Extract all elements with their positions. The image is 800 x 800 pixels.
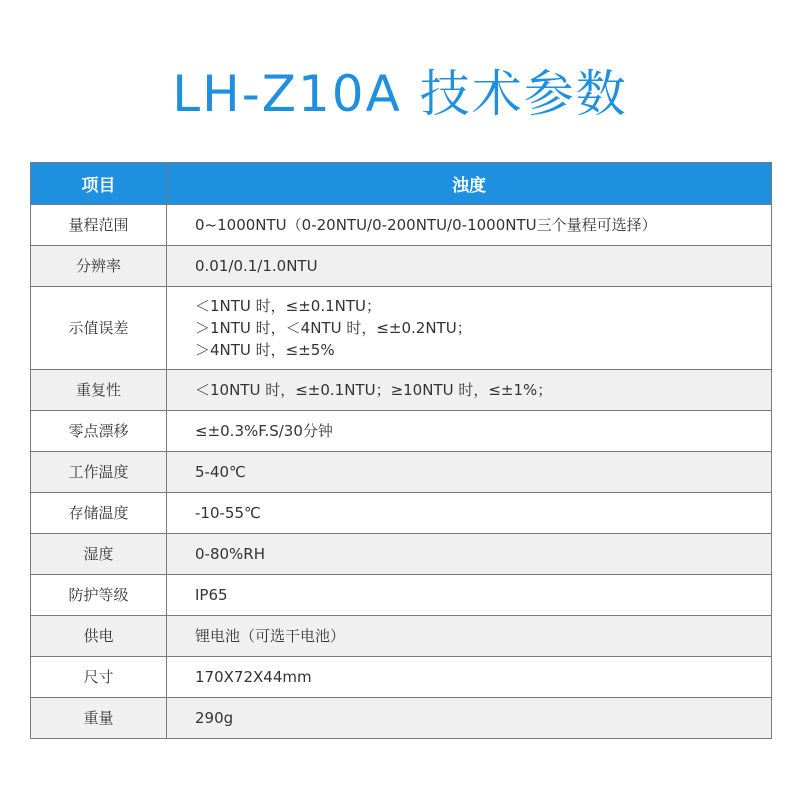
row-label: 湿度 [31, 534, 167, 575]
row-value [167, 698, 772, 739]
table-row [31, 657, 772, 698]
row-value-line: ＜10NTU 时，≤±0.1NTU；≥10NTU 时，≤±1%； [195, 381, 553, 399]
spec-table [30, 162, 772, 739]
row-value-line: 170X72X44mm [195, 668, 312, 686]
row-label: 分辨率 [31, 246, 167, 287]
table-row [31, 493, 772, 534]
row-label: 重复性 [31, 370, 167, 411]
row-value-line: 0-80%RH [195, 545, 265, 563]
row-value [167, 616, 772, 657]
row-value [167, 575, 772, 616]
row-value-line: 0~1000NTU（0-20NTU/0-200NTU/0-1000NTU三个量程可选择） [195, 216, 657, 234]
table-row [31, 246, 772, 287]
row-value-line: 锂电池（可选干电池） [195, 627, 346, 645]
table-row [31, 452, 772, 493]
row-value [167, 493, 772, 534]
row-value-line: ＞1NTU 时，＜4NTU 时，≤±0.2NTU； [195, 319, 472, 337]
row-value [167, 657, 772, 698]
row-value [167, 246, 772, 287]
header-param: 项目 [31, 163, 167, 205]
row-label: 尺寸 [31, 657, 167, 698]
row-label: 防护等级 [31, 575, 167, 616]
table-row [31, 205, 772, 246]
row-label: 零点漂移 [31, 411, 167, 452]
table-row [31, 575, 772, 616]
row-label: 供电 [31, 616, 167, 657]
row-label: 重量 [31, 698, 167, 739]
row-value [167, 452, 772, 493]
row-value-line: IP65 [195, 586, 228, 604]
row-value [167, 370, 772, 411]
row-label: 量程范围 [31, 205, 167, 246]
table-row [31, 698, 772, 739]
row-value [167, 534, 772, 575]
row-value-line: 0.01/0.1/1.0NTU [195, 257, 318, 275]
table-row [31, 370, 772, 411]
row-label: 存储温度 [31, 493, 167, 534]
page-title: LH-Z10A 技术参数 [172, 65, 628, 123]
row-value-line: -10-55℃ [195, 504, 261, 522]
row-value-line: ＜1NTU 时，≤±0.1NTU； [195, 297, 382, 315]
row-value [167, 287, 772, 370]
table-row [31, 534, 772, 575]
table-row [31, 616, 772, 657]
row-label: 工作温度 [31, 452, 167, 493]
row-value-line: 5-40℃ [195, 463, 246, 481]
table-row [31, 287, 772, 370]
header-value: 浊度 [167, 163, 772, 205]
row-value [167, 411, 772, 452]
row-value [167, 205, 772, 246]
table-header-row [31, 163, 772, 205]
row-value-line: ＞4NTU 时，≤±5% [195, 341, 335, 359]
table-row [31, 411, 772, 452]
row-value-line: ≤±0.3%F.S/30分钟 [195, 422, 333, 440]
row-label: 示值误差 [31, 287, 167, 370]
row-value-line: 290g [195, 709, 234, 727]
